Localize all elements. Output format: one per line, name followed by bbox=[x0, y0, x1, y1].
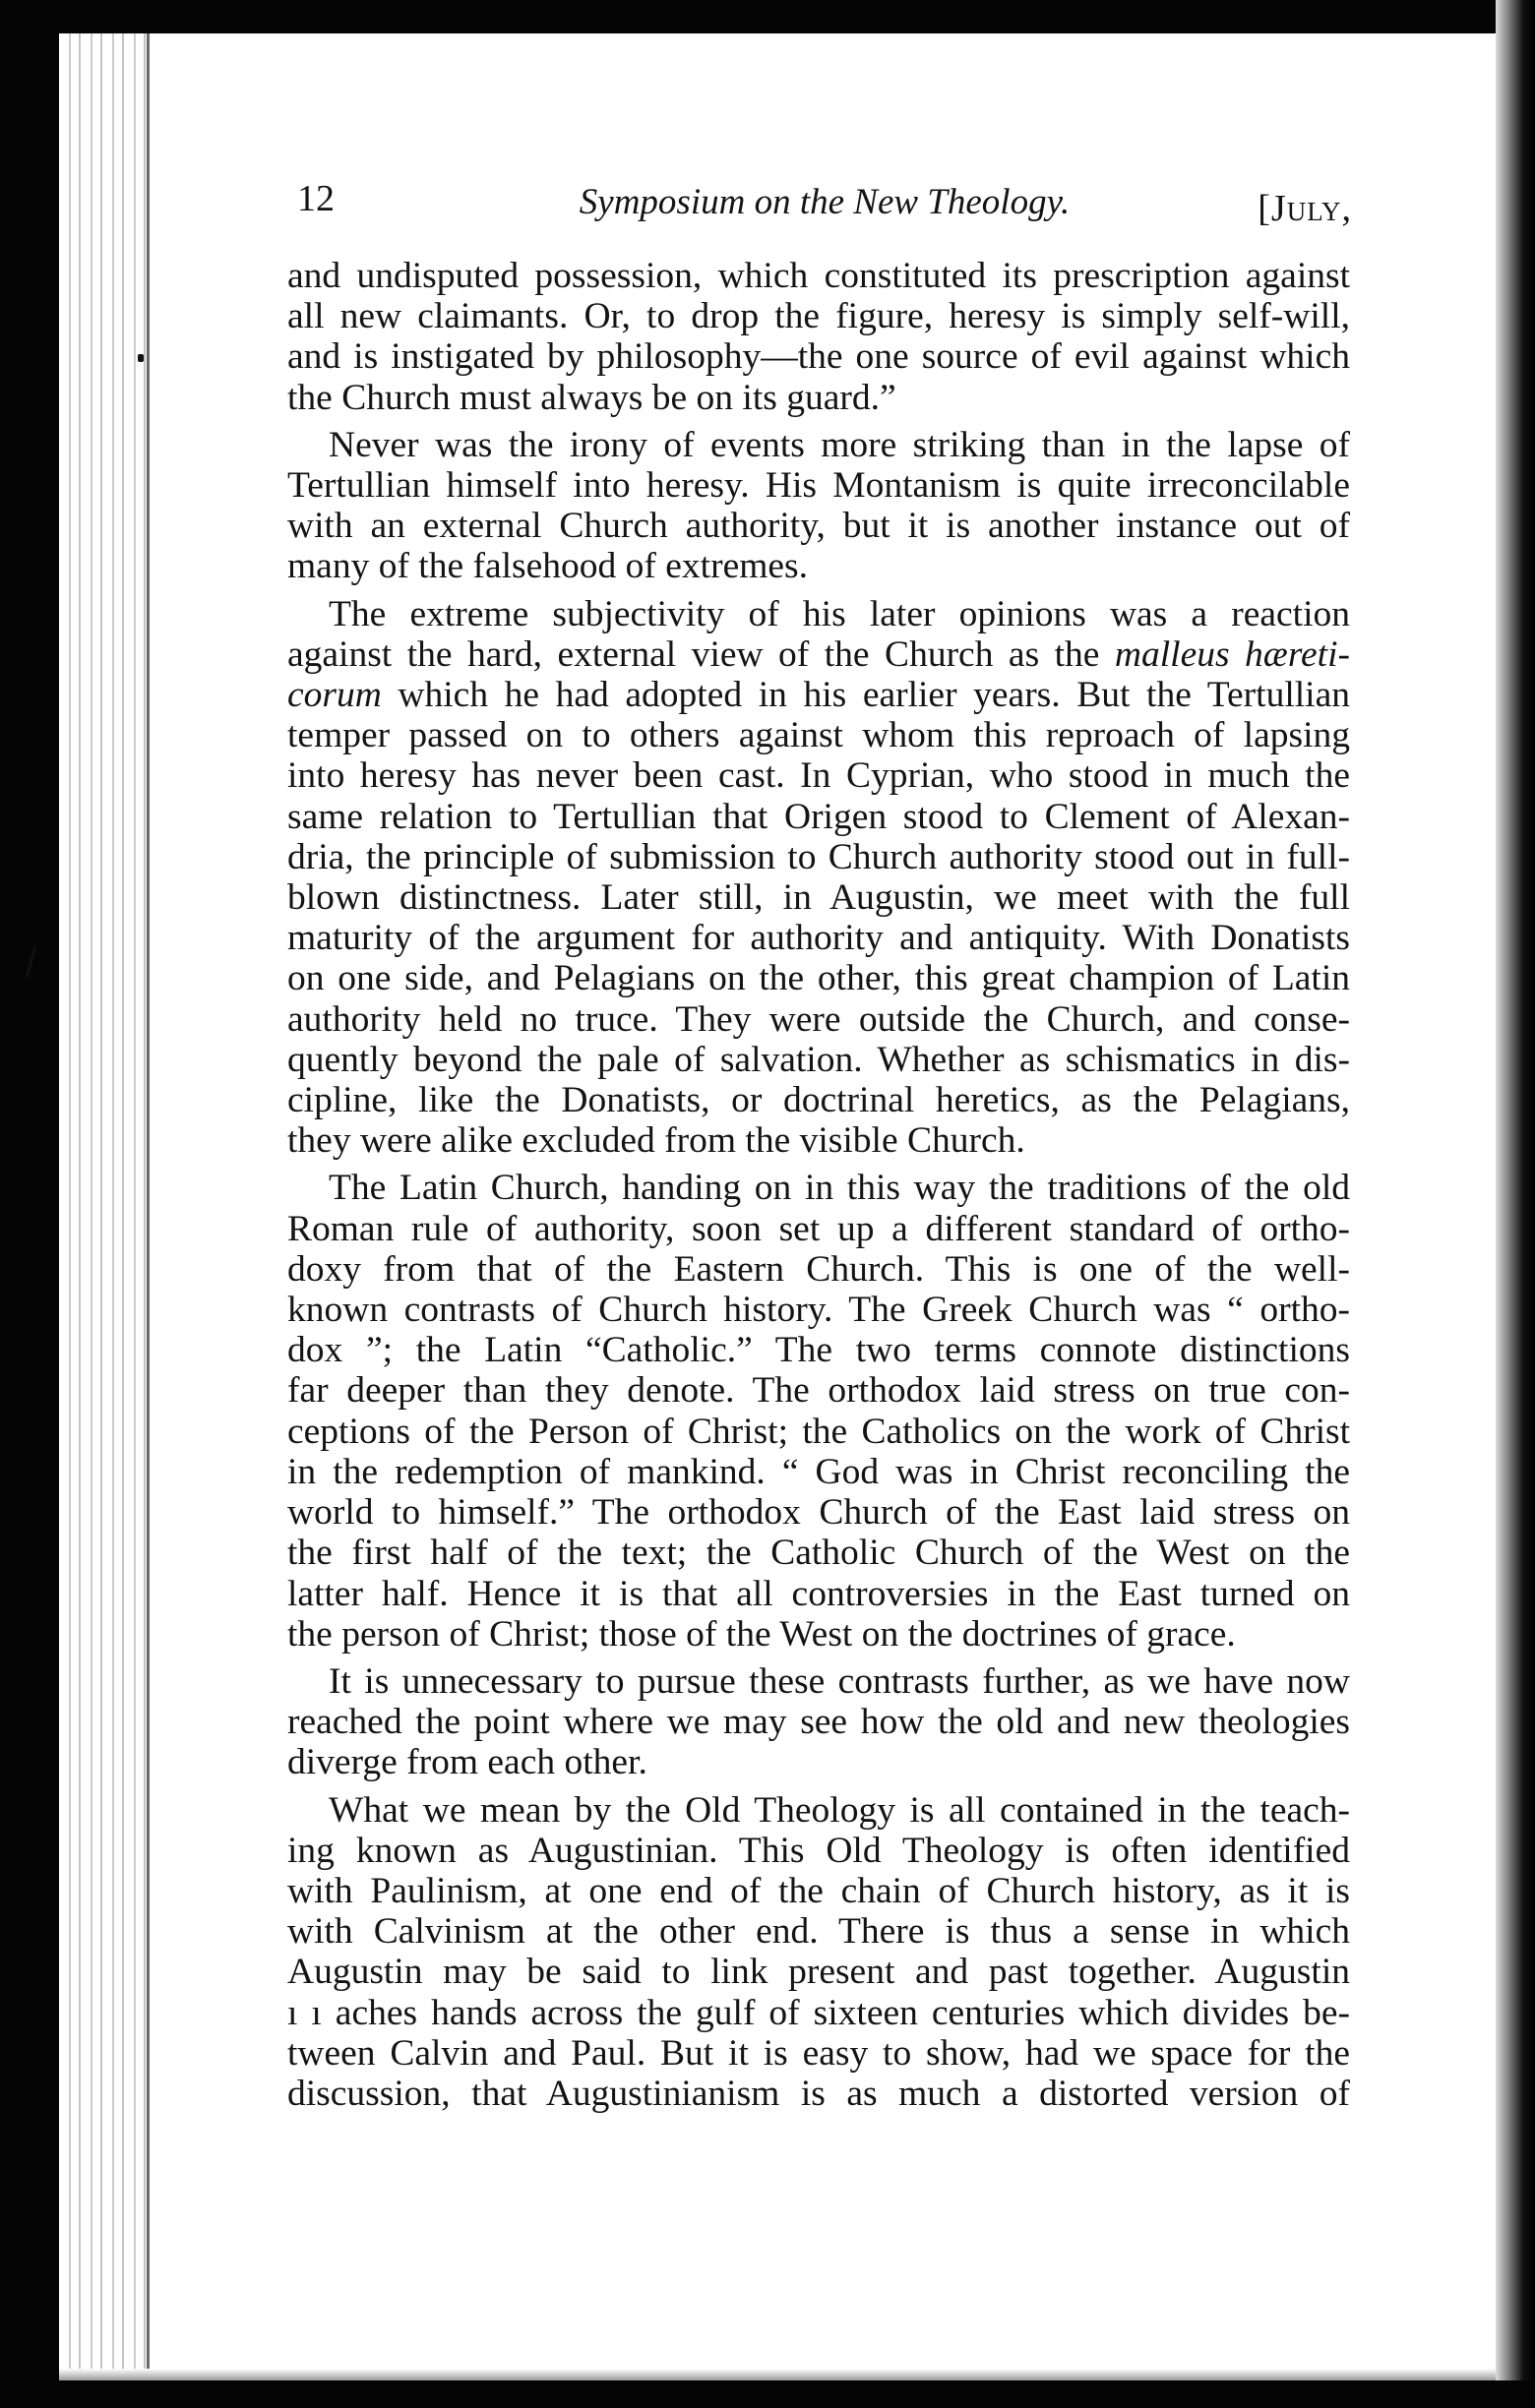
margin-mark bbox=[138, 354, 144, 362]
text-line: known contrasts of Church history. The Greek Church was “ ortho- bbox=[287, 1290, 1350, 1331]
running-month: [July, bbox=[1258, 188, 1352, 229]
paragraph bbox=[287, 256, 1350, 418]
text-line: Roman rule of authority, soon set up a different standard of ortho- bbox=[287, 1208, 1350, 1249]
text-line: What we mean by the Old Theology is all contained in the teach- bbox=[329, 1789, 1350, 1831]
text-line: and undisputed possession, which constituted its prescription against bbox=[287, 256, 1350, 296]
scan-border-right bbox=[1496, 0, 1535, 2408]
text-line: into heresy has never been cast. In Cyprian, who stood in much the bbox=[287, 755, 1350, 797]
text-line: maturity of the argument for authority and antiquity. With Donatists bbox=[287, 918, 1350, 959]
text-line: same relation to Tertullian that Origen stood to Clement of Alexan- bbox=[287, 796, 1350, 837]
text-line: dria, the principle of submission to Church authority stood out in full- bbox=[287, 836, 1350, 877]
text-line: reached the point where we may see how the old and new theologies bbox=[287, 1702, 1350, 1743]
text-line: with Paulinism, at one end of the chain of Church history, as it is bbox=[287, 1870, 1350, 1911]
text-line: blown distinctness. Later still, in Augustin, we meet with the full bbox=[287, 877, 1350, 919]
text-line: with an external Church authority, but it is another instance out of bbox=[287, 506, 1350, 547]
paragraph bbox=[287, 1790, 1350, 2115]
text-line: authority held no truce. They were outside the Church, and conse- bbox=[287, 998, 1350, 1040]
scan-border-top bbox=[0, 0, 1535, 33]
page-number: 12 bbox=[297, 178, 335, 219]
text-line: quently beyond the pale of salvation. Whether as schismatics in dis- bbox=[287, 1039, 1350, 1080]
scan-border-bottom bbox=[0, 2380, 1535, 2408]
page-bottom-shadow bbox=[59, 2369, 1496, 2380]
text-line: and is instigated by philosophy—the one source of evil against which bbox=[287, 336, 1350, 378]
text-line: ı ı aches hands across the gulf of sixteen centuries which divides be- bbox=[287, 1992, 1350, 2033]
text-line: The extreme subjectivity of his later opinions was a reaction bbox=[329, 593, 1350, 634]
text-line: The Latin Church, handing on in this way the traditions of the old bbox=[329, 1168, 1350, 1209]
text-line: It is unnecessary to pursue these contrasts further, as we have now bbox=[329, 1660, 1350, 1702]
text-line: many of the falsehood of extremes. bbox=[287, 546, 808, 587]
text-line: tween Calvin and Paul. But it is easy to show, had we space for the bbox=[287, 2032, 1350, 2074]
text-line: the first half of the text; the Catholic Church of the West on the bbox=[287, 1533, 1350, 1574]
text-line: in the redemption of mankind. “ God was in Christ reconciling the bbox=[287, 1451, 1350, 1492]
text-line: on one side, and Pelagians on the other, this great champion of Latin bbox=[287, 958, 1350, 999]
text-line: with Calvinism at the other end. There is thus a sense in which bbox=[287, 1911, 1350, 1953]
scan-border-left bbox=[0, 0, 59, 2408]
text-line: they were alike excluded from the visible Church. bbox=[287, 1120, 1025, 1162]
text-line: Tertullian himself into heresy. His Montanism is quite irreconcilable bbox=[287, 465, 1350, 507]
text-line: temper passed on to others against whom this reproach of lapsing bbox=[287, 715, 1350, 756]
body-text bbox=[287, 256, 1350, 2114]
text-line: corum which he had adopted in his earlier years. But the Tertullian bbox=[287, 675, 1350, 716]
text-line: Never was the irony of events more striking than in the lapse of bbox=[329, 424, 1350, 465]
paragraph bbox=[287, 425, 1350, 587]
running-title: Symposium on the New Theology. bbox=[579, 182, 1071, 222]
text-line: the person of Christ; those of the West on the doctrines of grace. bbox=[287, 1613, 1236, 1655]
text-line: discussion, that Augustinianism is as much a distorted version of bbox=[287, 2073, 1350, 2114]
text-line: against the hard, external view of the Church as the malleus hæreti- bbox=[287, 633, 1350, 675]
paragraph bbox=[287, 1168, 1350, 1654]
text-line: far deeper than they denote. The orthodox laid stress on true con- bbox=[287, 1370, 1350, 1412]
text-line: cipline, like the Donatists, or doctrinal heretics, as the Pelagians, bbox=[287, 1080, 1350, 1121]
text-line: doxy from that of the Eastern Church. This is one of the well- bbox=[287, 1248, 1350, 1290]
text-line: all new claimants. Or, to drop the figure, heresy is simply self-will, bbox=[287, 296, 1350, 337]
text-line: latter half. Hence it is that all controversies in the East turned on bbox=[287, 1573, 1350, 1614]
paragraph bbox=[287, 594, 1350, 1162]
paragraph bbox=[287, 1661, 1350, 1783]
stacked-page-edges bbox=[59, 33, 148, 2380]
text-line: ceptions of the Person of Christ; the Catholics on the work of Christ bbox=[287, 1411, 1350, 1452]
text-line: world to himself.” The orthodox Church of the East laid stress on bbox=[287, 1492, 1350, 1534]
text-line: diverge from each other. bbox=[287, 1742, 647, 1783]
text-line: Augustin may be said to link present and past together. Augustin bbox=[287, 1952, 1350, 1993]
running-head bbox=[297, 169, 1352, 228]
text-line: the Church must always be on its guard.” bbox=[287, 377, 896, 418]
text-line: dox ”; the Latin “Catholic.” The two terms connote distinctions bbox=[287, 1330, 1350, 1371]
text-line: ing known as Augustinian. This Old Theology is often identified bbox=[287, 1830, 1350, 1871]
